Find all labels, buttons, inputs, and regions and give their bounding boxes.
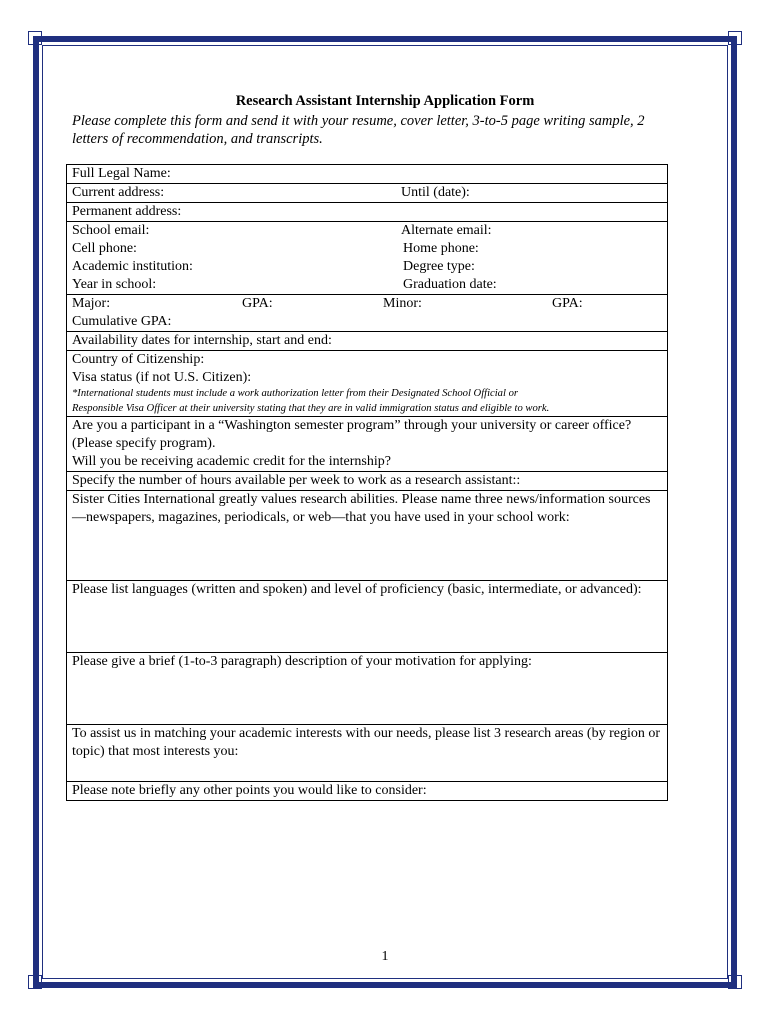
label-country-citizenship: Country of Citizenship: (72, 352, 205, 367)
label-current-address: Current address: (72, 185, 165, 200)
label-cell-phone: Cell phone: (72, 241, 137, 256)
row-hours (67, 472, 668, 491)
label-year-in-school: Year in school: (72, 277, 157, 292)
corner-ornament-top-right (728, 31, 742, 45)
label-alternate-email: Alternate email: (401, 223, 492, 238)
label-academic-institution: Academic institution: (72, 259, 193, 274)
label-hours-per-week: Specify the number of hours available per week to work as a research assistant:: (72, 473, 521, 488)
row-other-points (67, 782, 668, 801)
page-number: 1 (381, 949, 389, 964)
corner-ornament-bottom-right (728, 975, 742, 989)
label-other-points: Please note briefly any other points you would like to consider: (72, 783, 427, 798)
label-research-areas: To assist us in matching your academic interests with our needs, please list 3 research areas (by region or topic) that most interests you: (72, 726, 661, 759)
application-form-table (66, 164, 668, 801)
corner-ornament-top-left (28, 31, 42, 45)
row-languages (67, 581, 668, 653)
row-research-areas (67, 725, 668, 782)
row-washington-semester (67, 417, 668, 472)
row-current-address (67, 184, 668, 203)
row-contact-academic (67, 222, 668, 295)
label-permanent-address: Permanent address: (72, 204, 182, 219)
row-motivation (67, 653, 668, 725)
corner-ornament-bottom-left (28, 975, 42, 989)
label-cumulative-gpa: Cumulative GPA: (72, 314, 172, 329)
label-gpa-minor: GPA: (552, 296, 583, 311)
label-academic-credit: Will you be receiving academic credit for the internship? (72, 454, 391, 469)
label-languages: Please list languages (written and spoken) and level of proficiency (basic, intermediate, or advanced): (72, 582, 642, 597)
label-gpa-major: GPA: (242, 296, 273, 311)
row-permanent-address (67, 203, 668, 222)
label-news-sources: Sister Cities International greatly values research abilities. Please name three news/information sources—newspapers, magazines, periodicals, or web—that you have used in your school work: (72, 492, 651, 525)
international-note-line-1: *International students must include a work authorization letter from their Designated School Official or (72, 388, 518, 399)
form-title: Research Assistant Internship Application Form (235, 93, 535, 109)
label-availability: Availability dates for internship, start and end: (72, 333, 332, 348)
label-minor: Minor: (383, 296, 422, 311)
label-graduation-date: Graduation date: (403, 277, 497, 292)
label-full-legal-name: Full Legal Name: (72, 166, 171, 181)
row-availability (67, 332, 668, 351)
row-full-legal-name (67, 165, 668, 184)
form-instructions: Please complete this form and send it with your resume, cover letter, 3-to-5 page writing sample, 2 letters of recommendation, and transcripts. (72, 113, 645, 147)
row-news-sources (67, 491, 668, 581)
row-citizenship (67, 351, 668, 417)
label-home-phone: Home phone: (403, 241, 479, 256)
label-major: Major: (72, 296, 111, 311)
label-motivation: Please give a brief (1-to-3 paragraph) description of your motivation for applying: (72, 654, 532, 669)
row-major-minor (67, 295, 668, 332)
label-degree-type: Degree type: (403, 259, 475, 274)
label-visa-status: Visa status (if not U.S. Citizen): (72, 370, 252, 385)
international-note-line-2: Responsible Visa Officer at their university stating that they are in valid immigration status and eligible to work. (72, 402, 550, 414)
label-until-date: Until (date): (401, 185, 470, 200)
label-school-email: School email: (72, 223, 150, 238)
label-washington-semester: Are you a participant in a “Washington semester program” through your university or career office? (Please specify program). (72, 418, 632, 451)
